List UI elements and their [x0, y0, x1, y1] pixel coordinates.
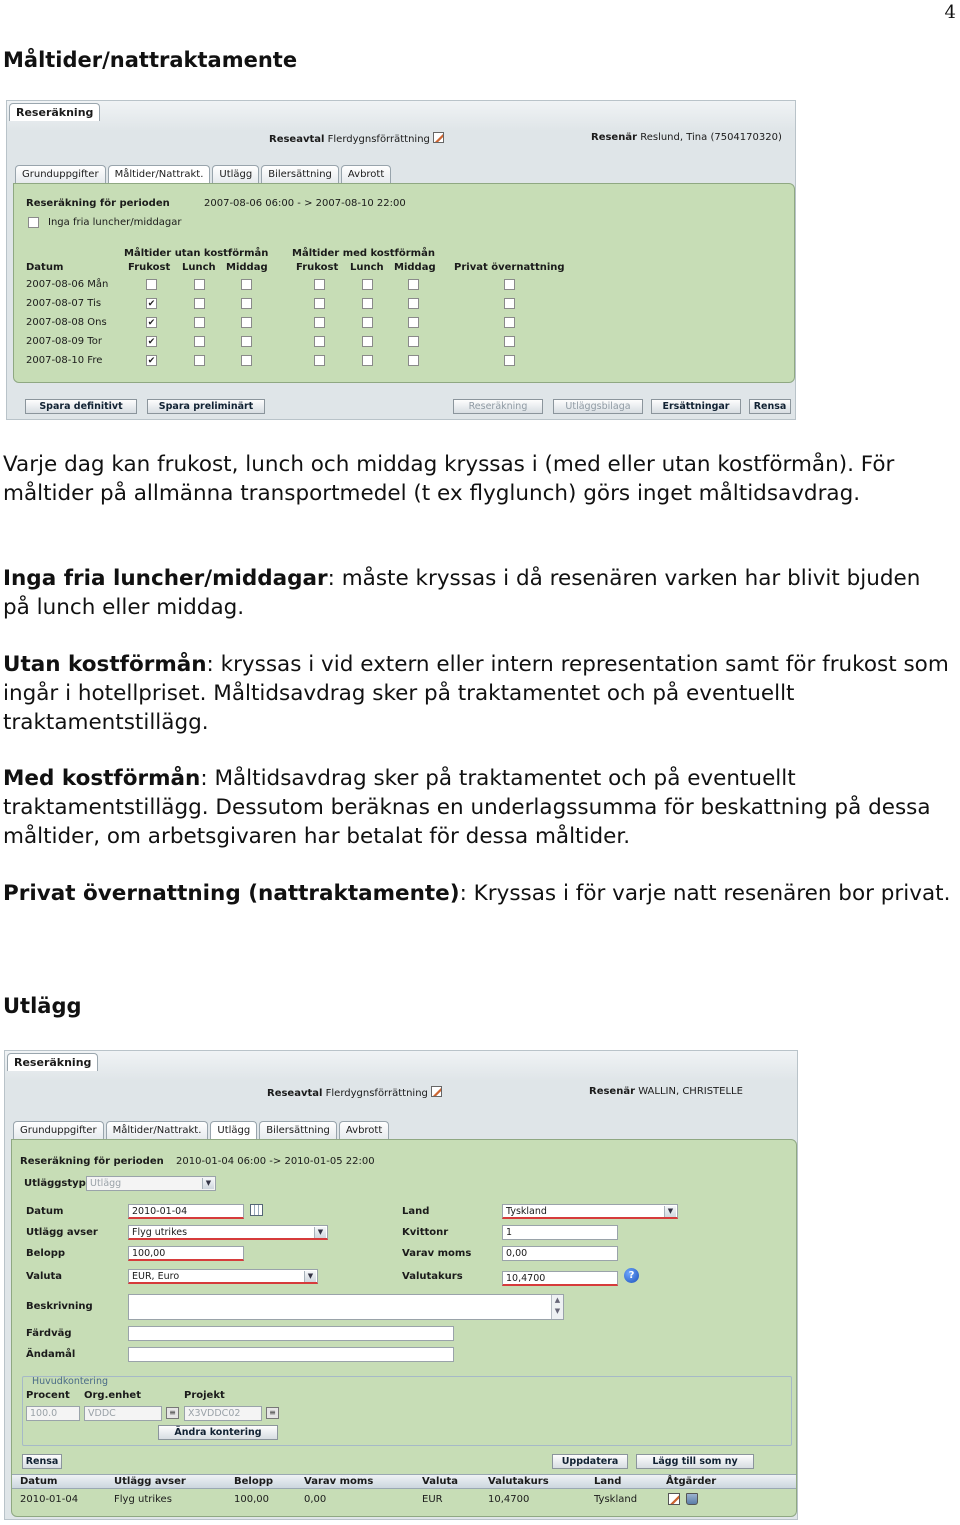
lagg-till-som-ny-button[interactable]: Lägg till som ny [636, 1454, 754, 1469]
resenar-line [591, 132, 782, 143]
screenshot-maltider [6, 100, 796, 420]
edit-icon[interactable] [433, 132, 444, 143]
td-valuta: EUR [422, 1494, 443, 1505]
col-middag-med: Middag [394, 262, 436, 273]
projekt-label: Projekt [184, 1390, 225, 1401]
utlagg-panel [11, 1139, 797, 1517]
tab-bar [13, 1121, 389, 1140]
tab-avbrott[interactable]: Avbrott [339, 1121, 389, 1139]
projekt-input[interactable]: X3VDDC02 [184, 1406, 262, 1421]
reseavtal-line [267, 1086, 442, 1099]
chevron-down-icon: ▼ [304, 1271, 316, 1282]
screenshot-utlagg [4, 1050, 798, 1520]
cb-frukost-utan[interactable] [146, 279, 157, 290]
cb-lunch-med[interactable] [362, 298, 373, 309]
td-utlagg-avser: Flyg utrikes [114, 1494, 172, 1505]
section-title-maltider: Måltider/nattraktamente [3, 48, 298, 72]
resenar-value: Reslund, Tina (7504170320) [640, 132, 782, 143]
tab-bilersattning[interactable]: Bilersättning [259, 1121, 337, 1139]
beskrivning-textarea[interactable] [128, 1294, 564, 1320]
cb-frukost-utan[interactable] [146, 298, 157, 309]
cb-lunch-utan[interactable] [194, 279, 205, 290]
valuta-select[interactable] [128, 1269, 318, 1284]
paragraph-4-term: Med kostförmån [3, 766, 201, 791]
button-bar [7, 399, 797, 415]
row-date: 2007-08-07 Tis [26, 298, 102, 309]
app-logo-tab: Reseräkning [7, 1053, 98, 1071]
cb-middag-utan[interactable] [241, 279, 252, 290]
paragraph-3 [3, 650, 953, 737]
cb-middag-utan[interactable] [241, 317, 252, 328]
cb-frukost-med[interactable] [314, 317, 325, 328]
edit-icon[interactable] [431, 1086, 442, 1097]
paragraph-5 [3, 879, 953, 908]
utlagg-avser-value: Flyg utrikes [132, 1227, 188, 1238]
th-land: Land [594, 1476, 622, 1487]
paragraph-2-term: Inga fria luncher/middagar [3, 566, 328, 591]
resenar-label: Resenär [591, 132, 638, 143]
cb-frukost-med[interactable] [314, 298, 325, 309]
trash-icon[interactable] [686, 1493, 698, 1505]
varav-moms-input[interactable]: 0,00 [502, 1246, 618, 1261]
utlaggstyp-select[interactable] [86, 1176, 216, 1191]
beskrivning-label: Beskrivning [26, 1301, 93, 1312]
andamal-input[interactable] [128, 1347, 454, 1362]
tab-bar [15, 165, 391, 184]
paragraph-3-term: Utan kostförmån [3, 652, 207, 677]
utlagg-avser-select[interactable] [128, 1225, 328, 1240]
cb-lunch-utan[interactable] [194, 336, 205, 347]
th-valutakurs: Valutakurs [488, 1476, 549, 1487]
rensa-button[interactable]: Rensa [22, 1454, 62, 1469]
cb-middag-med[interactable] [408, 279, 419, 290]
tab-bilersattning[interactable]: Bilersättning [261, 165, 339, 183]
col-frukost-med: Frukost [296, 262, 339, 273]
utlaggsbilaga-button[interactable]: Utläggsbilaga [553, 399, 643, 414]
edit-icon[interactable] [668, 1493, 680, 1505]
cb-middag-utan[interactable] [241, 298, 252, 309]
ersattningar-button[interactable]: Ersättningar [651, 399, 741, 414]
tab-maltider[interactable]: Måltider/Nattrakt. [106, 1121, 209, 1139]
andra-kontering-button[interactable]: Ändra kontering [158, 1425, 278, 1440]
cb-lunch-med[interactable] [362, 279, 373, 290]
cb-privat[interactable] [504, 317, 515, 328]
td-belopp: 100,00 [234, 1494, 269, 1505]
paragraph-5-term: Privat övernattning (nattraktamente) [3, 881, 460, 906]
utlagg-avser-label: Utlägg avser [26, 1227, 98, 1238]
paragraph-4-text: : Måltidsavdrag sker på traktamentet och på eventuellt traktamentstillägg. Dessutom beräknas en underlagssumma för beskattning på dessa måltider, om arbetsgivaren har betalat för dessa måltider. [3, 766, 931, 849]
col-lunch-utan: Lunch [182, 262, 216, 273]
group-utan-kostforman: Måltider utan kostförmån [124, 248, 269, 259]
cb-middag-med[interactable] [408, 298, 419, 309]
scrollbar[interactable]: ▲ ▼ [551, 1295, 563, 1319]
reseavtal-value: Flerdygnsförrättning [327, 134, 430, 145]
utlaggstyp-value: Utlägg [90, 1178, 122, 1189]
cb-lunch-med[interactable] [362, 336, 373, 347]
paragraph-2-text: : måste kryssas i då resenären varken har blivit bjuden på lunch eller middag. [3, 566, 921, 620]
datum-input[interactable]: 2010-01-04 [128, 1204, 244, 1219]
kvittonr-input[interactable]: 1 [502, 1225, 618, 1240]
cb-middag-med[interactable] [408, 336, 419, 347]
help-icon[interactable]: ? [624, 1268, 639, 1283]
paragraph-3-text: : kryssas i vid extern eller intern representation samt för frukost som ingår i hotellpriset. Måltidsavdrag sker på traktamentet och på eventuellt traktamentstillägg. [3, 652, 949, 735]
th-belopp: Belopp [234, 1476, 274, 1487]
andamal-label: Ändamål [26, 1349, 76, 1360]
chevron-down-icon: ▼ [664, 1206, 676, 1217]
belopp-input[interactable]: 100,00 [128, 1246, 244, 1261]
orgenhet-input[interactable]: VDDC [84, 1406, 162, 1421]
cb-frukost-med[interactable] [314, 279, 325, 290]
varav-moms-label: Varav moms [402, 1248, 472, 1259]
land-label: Land [402, 1206, 430, 1217]
reseavtal-line [269, 132, 444, 145]
cb-frukost-med[interactable] [314, 355, 325, 366]
th-atgarder: Åtgärder [666, 1476, 717, 1487]
spara-definitivt-button[interactable]: Spara definitivt [25, 399, 137, 414]
valuta-label: Valuta [26, 1271, 63, 1282]
tab-maltider[interactable]: Måltider/Nattrakt. [108, 165, 211, 184]
cb-middag-utan[interactable] [241, 336, 252, 347]
row-date: 2007-08-08 Ons [26, 317, 107, 328]
resenar-label: Resenär [589, 1086, 636, 1097]
land-select[interactable] [502, 1204, 678, 1219]
cb-lunch-utan[interactable] [194, 317, 205, 328]
valutakurs-input[interactable]: 10,4700 [502, 1271, 618, 1286]
col-datum: Datum [26, 262, 64, 273]
inga-fria-checkbox[interactable] [28, 217, 39, 228]
rensa-button[interactable]: Rensa [749, 399, 791, 414]
datum-label: Datum [26, 1206, 64, 1217]
chevron-down-icon: ▼ [202, 1178, 214, 1189]
paragraph-5-text: : Kryssas i för varje natt resenären bor privat. [459, 881, 951, 906]
app-logo-tab: Reseräkning [9, 103, 100, 121]
th-varav-moms: Varav moms [304, 1476, 374, 1487]
huvudkontering-title: Huvudkontering [32, 1376, 108, 1387]
group-med-kostforman: Måltider med kostförmån [292, 248, 435, 259]
belopp-label: Belopp [26, 1248, 66, 1259]
td-valutakurs: 10,4700 [488, 1494, 530, 1505]
reseavtal-label: Reseavtal [267, 1088, 323, 1099]
reserakning-button[interactable]: Reseräkning [453, 399, 543, 414]
maltider-panel [13, 183, 795, 383]
th-datum: Datum [20, 1476, 58, 1487]
utlaggstyp-label: Utläggstyp [24, 1178, 86, 1189]
cb-frukost-utan[interactable] [146, 317, 157, 328]
procent-label: Procent [26, 1390, 70, 1401]
valutakurs-label: Valutakurs [402, 1271, 463, 1282]
cb-middag-utan[interactable] [241, 355, 252, 366]
row-date: 2007-08-09 Tor [26, 336, 102, 347]
valuta-value: EUR, Euro [132, 1271, 180, 1282]
cb-privat[interactable] [504, 355, 515, 366]
tab-utlagg[interactable]: Utlägg [212, 165, 259, 183]
chevron-down-icon: ▼ [314, 1227, 326, 1238]
kvittonr-label: Kvittonr [402, 1227, 449, 1238]
period-label: Reseräkning för perioden [26, 198, 170, 209]
orgenhet-label: Org.enhet [84, 1390, 141, 1401]
lookup-icon[interactable]: ≡ [166, 1407, 179, 1419]
cb-lunch-utan[interactable] [194, 298, 205, 309]
page-number: 4 [944, 2, 956, 23]
reseavtal-label: Reseavtal [269, 134, 325, 145]
app-header [7, 101, 795, 131]
th-utlagg-avser: Utlägg avser [114, 1476, 186, 1487]
cb-privat[interactable] [504, 336, 515, 347]
col-frukost-utan: Frukost [128, 262, 171, 273]
cb-frukost-utan[interactable] [146, 355, 157, 366]
fardvag-label: Färdväg [26, 1328, 72, 1339]
cb-middag-med[interactable] [408, 317, 419, 328]
tab-utlagg[interactable]: Utlägg [210, 1121, 257, 1140]
section-title-utlagg: Utlägg [3, 994, 82, 1018]
resenar-line [589, 1086, 743, 1097]
td-land: Tyskland [594, 1494, 638, 1505]
land-value: Tyskland [506, 1206, 547, 1217]
reseavtal-value: Flerdygnsförrättning [325, 1088, 428, 1099]
lookup-icon[interactable]: ≡ [266, 1407, 279, 1419]
tab-grunduppgifter[interactable]: Grunduppgifter [15, 165, 106, 183]
cb-lunch-med[interactable] [362, 317, 373, 328]
cb-lunch-utan[interactable] [194, 355, 205, 366]
cb-frukost-med[interactable] [314, 336, 325, 347]
row-date: 2007-08-06 Mån [26, 279, 109, 290]
paragraph-2 [3, 564, 953, 622]
col-privat: Privat övernattning [454, 262, 565, 273]
spara-preliminart-button[interactable]: Spara preliminärt [147, 399, 265, 414]
cb-lunch-med[interactable] [362, 355, 373, 366]
th-valuta: Valuta [422, 1476, 459, 1487]
tab-grunduppgifter[interactable]: Grunduppgifter [13, 1121, 104, 1139]
cb-privat[interactable] [504, 279, 515, 290]
cb-privat[interactable] [504, 298, 515, 309]
period-label: Reseräkning för perioden [20, 1156, 164, 1167]
td-varav-moms: 0,00 [304, 1494, 327, 1505]
cb-frukost-utan[interactable] [146, 336, 157, 347]
td-datum: 2010-01-04 [20, 1494, 79, 1505]
cb-middag-med[interactable] [408, 355, 419, 366]
procent-input[interactable]: 100.0 [26, 1406, 80, 1421]
calendar-icon[interactable] [250, 1204, 263, 1216]
fardvag-input[interactable] [128, 1326, 454, 1341]
resenar-value: WALLIN, CHRISTELLE [638, 1086, 743, 1097]
period-value: 2007-08-06 06:00 - > 2007-08-10 22:00 [204, 198, 406, 209]
col-middag-utan: Middag [226, 262, 268, 273]
inga-fria-label: Inga fria luncher/middagar [48, 217, 182, 228]
tab-avbrott[interactable]: Avbrott [341, 165, 391, 183]
uppdatera-button[interactable]: Uppdatera [552, 1454, 628, 1469]
paragraph-1: Varje dag kan frukost, lunch och middag kryssas i (med eller utan kostförmån). För måltider på allmänna transportmedel (t ex flyglunch) görs inget måltidsavdrag. [3, 452, 895, 506]
col-lunch-med: Lunch [350, 262, 384, 273]
paragraph-4 [3, 764, 953, 851]
app-header [5, 1051, 797, 1081]
row-date: 2007-08-10 Fre [26, 355, 103, 366]
period-value: 2010-01-04 06:00 -> 2010-01-05 22:00 [176, 1156, 375, 1167]
